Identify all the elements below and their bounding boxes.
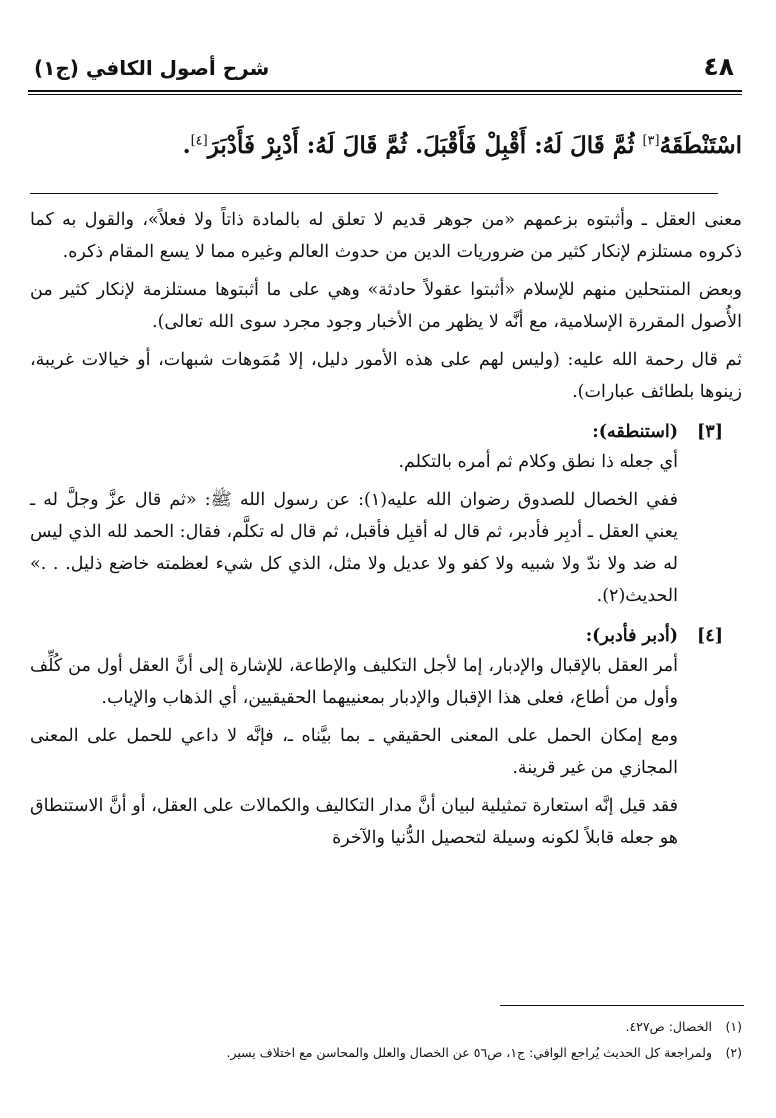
footnote-text: ولمراجعة كل الحديث يُراجع الوافي: ج١، ص٥٦ عن الخصال والعلل والمحاسن مع اختلاف يسير. — [226, 1045, 712, 1060]
footnotes — [30, 1014, 742, 1066]
note-number: [٣] — [697, 422, 723, 442]
note-heading-3 — [30, 422, 742, 442]
hadith-continuation: ثُمَّ قَالَ لَهُ: أَقْبِلْ فَأَقْبَلَ. ثُمَّ قَالَ لَهُ: أَدْبِرْ فَأَدْبَرَ — [207, 132, 643, 159]
ref-3: [٣] — [642, 133, 660, 149]
page-number: ٤٨ — [703, 52, 734, 81]
paragraph: فقد قيل إنَّه استعارة تمثيلية لبيان أنَّ مدار التكاليف والكمالات على العقل، أو أنَّ الاستنطاق هو جعله قابلاً لكونه وسيلة لتحصيل الدُّنيا والآخرة — [30, 796, 678, 848]
footnote-number: (١) — [725, 1019, 742, 1034]
book-title: شرح أصول الكافي (ج١) — [34, 56, 270, 80]
paragraph: أي جعله ذا نطق وكلام ثم أمره بالتكلم. — [398, 452, 678, 472]
paragraph: ففي الخصال للصدوق رضوان الله عليه(١): عن رسول الله ﷺ: «ثم قال عزَّ وجلَّ له ـ يعني العقل ـ أدبِر فأدبر، ثم قال له أقبِل فأقبل، ثم قال له تكلَّم، فقال: الحمد لله الذي ليس له ضد ولا ندّ ولا شبيه ولا كفو ولا عديل ولا مثل، الذي كل شيء لعظمته خاضع ذليل. . .» الحديث(٢). — [30, 490, 678, 606]
note-body-4 — [30, 650, 742, 854]
footnote-number: (٢) — [725, 1045, 742, 1060]
footnote — [30, 1040, 742, 1066]
hadith-text — [30, 128, 742, 165]
footnote-text: الخصال: ص٤٢٧. — [625, 1019, 712, 1034]
paragraph: ثم قال رحمة الله عليه: (وليس لهم على هذه الأمور دليل، إلا مُمَوهات شبهات، أو خيالات غريبة، زينوها بلطائف عبارات). — [30, 350, 742, 402]
ref-4: [٤] — [190, 133, 208, 149]
note-number: [٤] — [697, 626, 723, 646]
note-title: (استنطقه): — [592, 422, 678, 442]
content-rule — [30, 193, 718, 194]
footnote — [30, 1014, 742, 1040]
hadith-end: . — [182, 132, 191, 159]
paragraph: أمر العقل بالإقبال والإدبار، إما لأجل التكليف والإطاعة، للإشارة إلى أنَّ العقل أول من كُلِّف وأول من أطاع، فعلى هذا الإقبال والإدبار بمعنييهما الحقيقيين، أي الذهاب والإياب. — [30, 656, 678, 708]
header-rule-thin — [28, 94, 742, 95]
paragraph: معنى العقل ـ وأثبتوه بزعمهم «من جوهر قديم لا تعلق له بالمادة ذاتاً ولا فعلاً»، والقول به كما ذكروه مستلزم لإنكار كثير من ضروريات الدين من حدوث العالم وغيره مما لا يسع المقام ذكره. — [30, 210, 742, 262]
note-body-3 — [30, 446, 742, 612]
paragraph: وبعض المنتحلين منهم للإسلام «أثبتوا عقولاً حادثة» وهي على ما أثبتوها مستلزمة لإنكار كثير من الأُصول المقررة الإسلامية، مع أنَّه لا يظهر من الأخبار وجود مجرد سوى الله تعالى). — [30, 280, 742, 332]
footnote-rule — [500, 1005, 744, 1006]
page-header — [28, 54, 740, 90]
note-heading-4 — [30, 626, 742, 646]
paragraph: ومع إمكان الحمل على المعنى الحقيقي ـ بما بيَّناه ـ، فإنَّه لا داعي للحمل على المعنى المجازي من غير قرينة. — [30, 726, 678, 778]
hadith-word: اسْتَنْطَقَهُ — [659, 132, 742, 159]
header-rule — [28, 90, 742, 92]
page-body — [30, 204, 742, 860]
note-title: (أدبر فأدبر): — [585, 626, 678, 646]
